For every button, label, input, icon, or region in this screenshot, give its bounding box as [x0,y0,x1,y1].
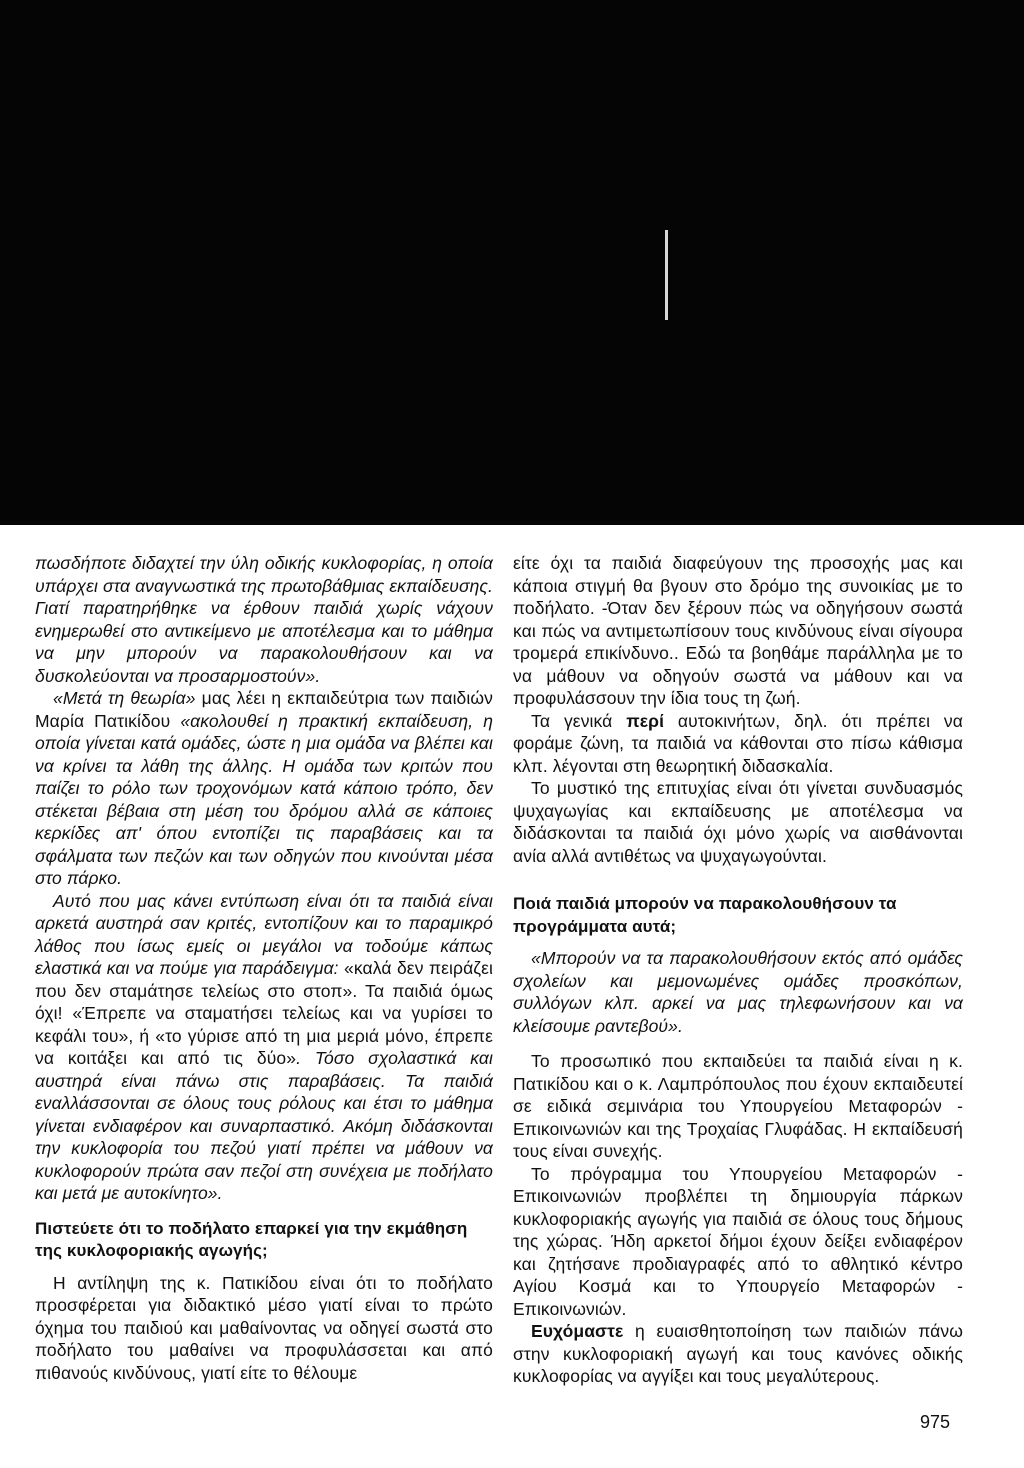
question-which-children-heading: Ποιά παιδιά μπορούν να παρακολουθήσουν τα προγράμματα αυτά; [513,894,897,936]
right-paragraph-6: Το πρόγραμμα του Υπουργείου Μεταφορών - Επικοινωνιών προβλέπει τη δημιουργία πάρκων κυκλοφοριακής αγωγής για παιδιά σε όλους τους δήμους της χώρας. Ήδη αρκετοί δήμοι έχουν δείξει ενδιαφέρον και ζητήσανε προδιαγραφές από το αθλητικό κέντρο Αγίου Κοσμά και το Υπουργείο Μεταφορών - Επικοινωνιών. [513,1163,963,1319]
left-column [35,552,493,1384]
quote-should-have-stopped: «Έπρεπε να σταματήσει τελείως και να γυρίσει το κεφάλι του», ή «το γύρισε από τη μια μεριά μόνο, έπρεπε να κοιτάξει και από τις δύο» [35,1003,493,1068]
general-text: Τα γενικά [531,710,627,731]
peri-word: περί [626,710,665,731]
quote-meta-theoria: «Μετά τη θεωρία» [53,688,196,708]
photo-light-streak [665,230,668,320]
left-paragraph-4: Η αντίληψη της κ. Πατικίδου είναι ότι το ποδήλατο προσφέρεται για διδακτικό μέσο γιατί είναι το πρώτο όχημα του παιδιού και μαθαίνοντας να οδηγεί σωστά στο ποδήλατο του μαθαίνει να προφυλάσσεται και από πιθανούς κινδύνους, γιατί είτε το θέλουμε [35,1272,493,1383]
wish-word: Ευχόμαστε [531,1321,624,1341]
cars-text: αυτοκινήτων, δηλ. ότι πρέπει να φοράμε ζώνη, τα παιδιά να κάθονται στο πίσω κάθισμα κλπ. λέγονται στη θεωρητική διδασκαλία. [513,710,963,776]
left-paragraph-1: πωσδήποτε διδαχτεί την ύλη οδικής κυκλοφορίας, η οποία υπάρχει στα αναγνωστικά της πρωτοβάθμιας εκπαίδευσης. Γιατί παρατηρήθηκε να έρθουν παιδιά χωρίς νάχουν ενημερωθεί στο αντικείμενο με αποτέλεσμα και το μάθημα να μην μπορούν να παρακολουθήσουν και να δυσκολεύονται να προσαρμοστούν». [35,553,493,686]
right-paragraph-2 [513,710,963,778]
dark-photograph [0,0,1024,525]
closing-text: η ευαισθητοποίηση των παιδιών πάνω στην κυκλοφοριακή αγωγή και τους κανόνες οδικής κυκλοφορίας να αγγίξει και τους μεγαλύτερους. [513,1321,963,1386]
left-paragraph-3 [35,890,493,1205]
right-paragraph-7 [513,1320,963,1388]
strict-violations-text: . Τόσο σχολαστικά και αυστηρά είναι πάνω στις παραβάσεις. Τα παιδιά εναλλάσσονται σε όλους τους ρόλους και έτσι το μάθημα γίνεται ενδιαφέρον και συναρπαστικό. Ακόμη διδάσκονται την κυκλοφορία του πεζού γιατί πρέπει να μάθουν να κυκλοφορούν πρώτα σαν πεζοί στη συνέχεια με ποδήλατο και μετά με αυτοκίνητο». [35,1048,494,1203]
right-paragraph-4: «Μπορούν να τα παρακολουθήσουν εκτός από ομάδες σχολείων και μεμονωμένες ομάδες προσκόπων, συλλόγων κλπ. αρκεί να μας τηλεφωνήσουν και να κλείσουμε ραντεβού». [513,948,963,1036]
trainer-intro: μας λέει η εκπαιδεύτρια των παιδιών Μαρία Πατικίδου [35,688,494,731]
strict-judges-text: Αυτό που μας κάνει εντύπωση είναι ότι τα παιδιά είναι αρκετά αυστηρά σαν κριτές, εντοπίζουν και το παραμικρό λάθος που ίσως εμείς οι μεγάλοι να τοδούμε κάπως ελαστικά και να πούμε για παράδειγμα: [35,890,493,978]
quote-stop-sign: «καλά δεν πειράζει που δεν σταμάτησε τελείως στο στοπ» [35,958,493,1001]
page-number: 975 [920,1412,951,1432]
question-bicycle-heading: Πιστεύετε ότι το ποδήλατο επαρκεί για την εκμάθηση της κυκλοφοριακής αγωγής; [35,1218,468,1260]
children-no-text: . Τα παιδιά όμως όχι! [35,980,493,1023]
right-paragraph-3: Το μυστικό της επιτυχίας είναι ότι γίνεται συνδυασμός ψυχαγωγίας και εκπαίδευσης με αποτέλεσμα να διδάσκονται τα παιδιά όχι μόνο χωρίς να αισθάνονται ανία αλλά αντιθέτως να ψυχαγωγούνται. [513,778,963,866]
left-paragraph-2 [35,687,493,890]
right-paragraph-5: Το προσωπικό που εκπαιδεύει τα παιδιά είναι η κ. Πατικίδου και ο κ. Λαμπρόπουλος που έχουν εκπαιδευτεί σε ειδικά σεμινάρια του Υπουργείου Μεταφορών - Επικοινωνιών και της Τροχαίας Γλυφάδας. Η εκπαίδευσή τους είναι συνεχής. [513,1051,963,1161]
quote-practical-training: «ακολουθεί η πρακτική εκπαίδευση, η οποία γίνεται κατά ομάδες, ώστε η μια ομάδα να βλέπει και να κρίνει τα λάθη της άλλης. Η ομάδα των κριτών που παίζει το ρόλο των τροχονόμων κατά κάποιο τρόπο, δεν στέκεται βέβαια στη μέση του δρόμου αλλά σε κάποιες κερκίδες απ' όπου εντοπίζει τις παραβάσεις και τα σφάλματα των πεζών και των οδηγών που κινούνται μέσα στο πάρκο. [35,710,494,888]
right-paragraph-1: είτε όχι τα παιδιά διαφεύγουν της προσοχής μας και κάποια στιγμή θα βγουν στο δρόμο της συνοικίας με το ποδήλατο. -Όταν δεν ξέρουν πώς να οδηγήσουν σωστά και πώς να αντιμετωπίσουν τους κινδύνους είναι σίγουρα τρομερά επικίνδυνο.. Εδώ τα βοηθάμε παράλληλα με το να μάθουν να οδηγούν σωστά να μάθουν και να προφυλάσσουν την ίδια τους τη ζωή. [513,553,963,708]
right-column [513,552,963,1388]
